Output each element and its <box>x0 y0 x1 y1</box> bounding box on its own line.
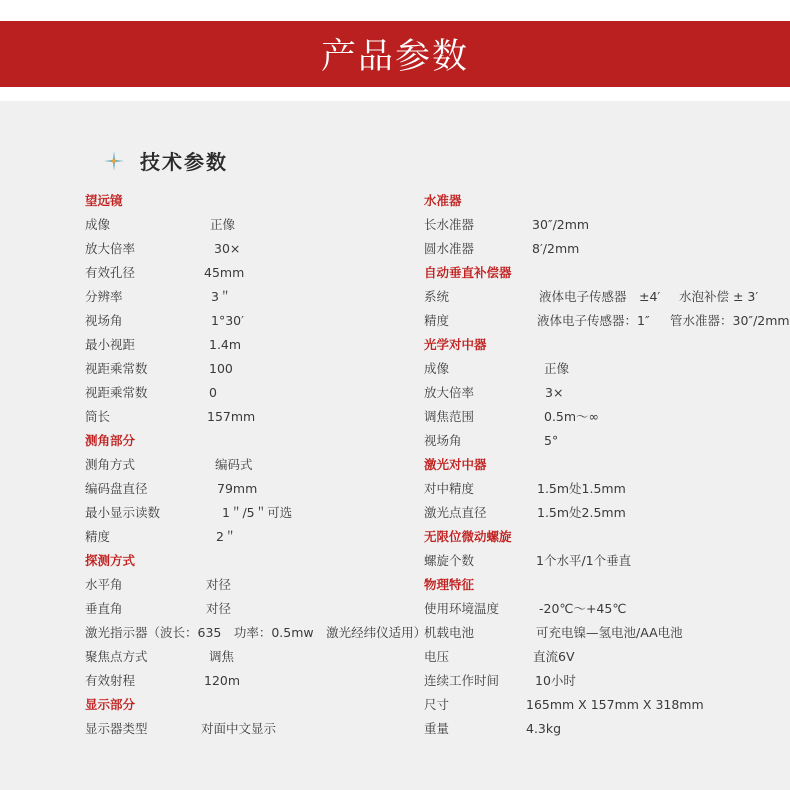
spec-value: 调焦 <box>209 649 235 664</box>
spec-value: 100 <box>209 361 233 376</box>
spec-value: 30× <box>214 241 241 256</box>
spec-row <box>424 237 580 261</box>
spec-value: 1.5m处1.5mm <box>537 481 626 496</box>
spec-label: 水平角 <box>85 577 123 592</box>
spec-label: 成像 <box>85 217 111 232</box>
header-banner <box>0 21 790 87</box>
sparkle-icon <box>104 151 124 171</box>
spec-label: 垂直角 <box>85 601 123 616</box>
spec-row <box>424 477 626 501</box>
spec-row <box>424 645 575 669</box>
spec-label: 视距乘常数 <box>85 385 148 400</box>
spec-value: 正像 <box>544 361 570 376</box>
spec-label: 对中精度 <box>424 481 475 496</box>
spec-label: 圆水准器 <box>424 241 475 256</box>
spec-value: 120m <box>204 673 241 688</box>
spec-value: 3× <box>545 385 564 400</box>
spec-label: 螺旋个数 <box>424 553 475 568</box>
spec-group-heading <box>424 261 512 285</box>
spec-value: 1.5m处2.5mm <box>537 505 626 520</box>
spec-label: 聚焦点方式 <box>85 649 148 664</box>
spec-row <box>85 597 426 621</box>
spec-value: 0.5m～∞ <box>544 409 599 424</box>
heading-label: 光学对中器 <box>424 337 487 352</box>
spec-row <box>85 333 426 357</box>
spec-group-heading <box>424 189 512 213</box>
spec-row <box>85 453 426 477</box>
spec-value: 正像 <box>210 217 236 232</box>
spec-label: 激光点直径 <box>424 505 487 520</box>
spec-row <box>424 549 632 573</box>
heading-label: 望远镜 <box>85 193 123 208</box>
spec-value: 157mm <box>207 409 256 424</box>
spec-group-heading <box>85 429 426 453</box>
spec-row <box>85 357 426 381</box>
spec-value: 5° <box>544 433 559 448</box>
spec-group-heading <box>85 189 426 213</box>
spec-value: 2＂ <box>216 529 237 544</box>
spec-value: 3＂ <box>211 289 232 304</box>
spec-value: 30″/2mm <box>532 217 590 232</box>
spec-row <box>85 621 426 645</box>
spec-label: 编码盘直径 <box>85 481 148 496</box>
spec-value: 液体电子传感器：1″ <box>537 313 650 328</box>
spec-value: 1＂/5＂可选 <box>222 505 293 520</box>
spec-extra-value: 管水准器：30″/2mm <box>670 313 790 328</box>
spec-row <box>424 621 683 645</box>
spec-group-heading <box>424 525 512 549</box>
spec-label: 成像 <box>424 361 450 376</box>
spec-value: 编码式 <box>215 457 253 472</box>
spec-label: 最小显示读数 <box>85 505 161 520</box>
spec-value: 1.4m <box>209 337 242 352</box>
spec-label: 尺寸 <box>424 697 450 712</box>
spec-label: 连续工作时间 <box>424 673 500 688</box>
spec-label: 放大倍率 <box>424 385 475 400</box>
spec-value: 79mm <box>217 481 258 496</box>
spec-row <box>424 309 790 333</box>
spec-label: 电压 <box>424 649 450 664</box>
spec-group-heading <box>424 573 512 597</box>
spec-row <box>424 501 626 525</box>
spec-row <box>424 405 599 429</box>
spec-value: 对面中文显示 <box>201 721 277 736</box>
spec-row <box>424 357 570 381</box>
spec-label: 激光指示器（波长：635 功率：0.5mw 激光经纬仪适用） <box>85 625 427 640</box>
spec-label: 重量 <box>424 721 450 736</box>
spec-row <box>424 285 759 309</box>
spec-row <box>85 573 426 597</box>
left-spec-column <box>85 189 426 741</box>
heading-label: 显示部分 <box>85 697 136 712</box>
section-header <box>104 146 228 175</box>
spec-group-heading <box>85 693 426 717</box>
spec-row <box>85 213 426 237</box>
spec-label: 有效射程 <box>85 673 136 688</box>
spec-row <box>424 669 576 693</box>
spec-label: 调焦范围 <box>424 409 475 424</box>
spec-value: 165mm X 157mm X 318mm <box>526 697 704 712</box>
spec-value: -20℃～+45℃ <box>539 601 627 616</box>
spec-value: 可充电镍—氢电池/AA电池 <box>536 625 683 640</box>
spec-row <box>85 285 426 309</box>
spec-row <box>85 405 426 429</box>
right-spec-column <box>424 189 790 741</box>
spec-label: 显示器类型 <box>85 721 148 736</box>
spec-value: 8′/2mm <box>532 241 580 256</box>
heading-label: 自动垂直补偿器 <box>424 265 512 280</box>
heading-label: 测角部分 <box>85 433 136 448</box>
heading-label: 物理特征 <box>424 577 475 592</box>
spec-row <box>85 645 426 669</box>
section-title: 技术参数 <box>140 150 228 174</box>
spec-value: 对径 <box>206 601 232 616</box>
spec-label: 视场角 <box>424 433 462 448</box>
spec-value: 1个水平/1个垂直 <box>536 553 632 568</box>
spec-label: 使用环境温度 <box>424 601 500 616</box>
spec-row <box>424 429 559 453</box>
spec-row <box>424 381 564 405</box>
spec-label: 最小视距 <box>85 337 136 352</box>
spec-row <box>85 669 426 693</box>
spec-label: 视距乘常数 <box>85 361 148 376</box>
spec-row <box>85 381 426 405</box>
spec-row <box>85 525 426 549</box>
spec-label: 精度 <box>424 313 450 328</box>
spec-row <box>85 501 426 525</box>
spec-row <box>424 597 627 621</box>
heading-label: 水准器 <box>424 193 462 208</box>
spec-label: 精度 <box>85 529 111 544</box>
spec-label: 机载电池 <box>424 625 475 640</box>
spec-label: 分辨率 <box>85 289 123 304</box>
spec-label: 系统 <box>424 289 450 304</box>
spec-extra-value: 水泡补偿 ± 3′ <box>679 289 759 304</box>
spec-label: 放大倍率 <box>85 241 136 256</box>
spec-row <box>85 237 426 261</box>
spec-value: 对径 <box>206 577 232 592</box>
spec-value: 0 <box>209 385 217 400</box>
spec-value: 液体电子传感器 ±4′ <box>539 289 661 304</box>
spec-value: 1°30′ <box>211 313 244 328</box>
spec-group-heading <box>424 333 512 357</box>
spec-row <box>85 309 426 333</box>
spec-row <box>85 717 426 741</box>
spec-label: 测角方式 <box>85 457 136 472</box>
spec-label: 有效孔径 <box>85 265 136 280</box>
spec-row <box>85 261 426 285</box>
spec-row <box>424 717 562 741</box>
spec-label: 视场角 <box>85 313 123 328</box>
spec-value: 10小时 <box>535 673 576 688</box>
spec-group-heading <box>85 549 426 573</box>
spec-label: 长水准器 <box>424 217 475 232</box>
heading-label: 激光对中器 <box>424 457 487 472</box>
spec-group-heading <box>424 453 512 477</box>
spec-value: 直流6V <box>533 649 575 664</box>
spec-row <box>424 213 590 237</box>
spec-label: 筒长 <box>85 409 111 424</box>
spec-row <box>85 477 426 501</box>
heading-label: 探测方式 <box>85 553 136 568</box>
banner-title: 产品参数 <box>320 37 469 77</box>
spec-row <box>424 693 704 717</box>
spec-value: 4.3kg <box>526 721 562 736</box>
heading-label: 无限位微动螺旋 <box>424 529 512 544</box>
spec-value: 45mm <box>204 265 245 280</box>
